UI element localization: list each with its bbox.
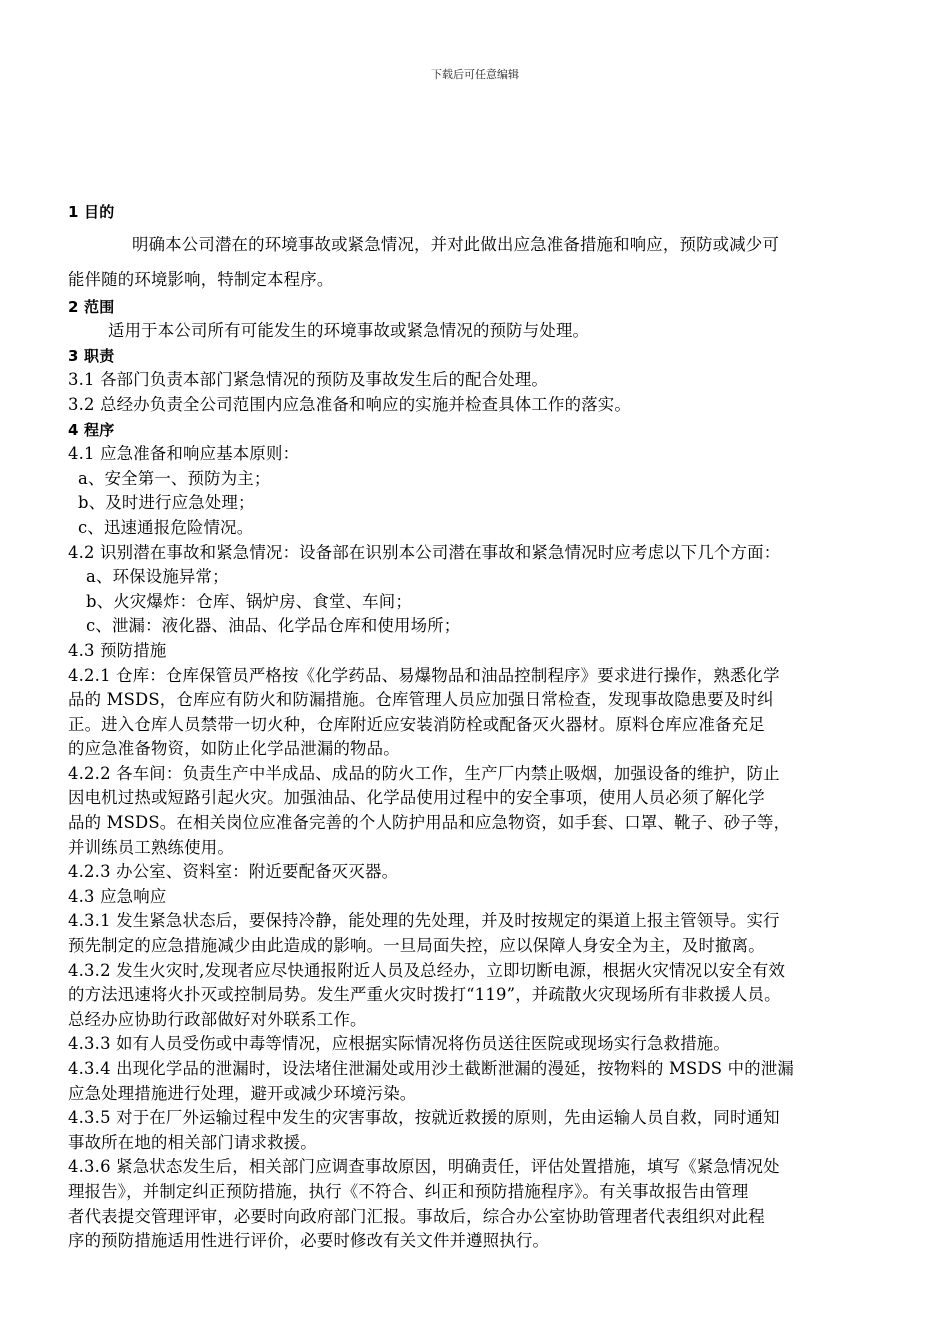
procedure-4-2-2-line: 因电机过热或短路引起火灾。加强油品、化学品使用过程中的安全事项，使用人员必须了解化学 <box>68 788 765 808</box>
procedure-4-3: 4.3 预防措施 <box>68 640 167 660</box>
procedure-4-2-3: 4.2.3 办公室、资料室：附近要配备灭灭器。 <box>68 862 399 882</box>
purpose-paragraph-line-2: 能伴随的环境影响，特制定本程序。 <box>68 269 334 289</box>
procedure-4-3-1-line: 4.3.1 发生紧急状态后，要保持冷静，能处理的先处理，并及时按规定的渠道上报主管领导。实行 <box>68 911 780 931</box>
page-header: 下载后可任意编辑 <box>431 68 519 81</box>
responsibility-3-2: 3.2 总经办负责全公司范围内应急准备和响应的实施并检查具体工作的落实。 <box>68 394 631 414</box>
procedure-4-3-6-line: 4.3.6 紧急状态发生后，相关部门应调查事故原因，明确责任，评估处置措施，填写《紧急情况处 <box>68 1157 780 1177</box>
procedure-4-2-2-line: 4.2.2 各车间：负责生产中半成品、成品的防火工作，生产厂内禁止吸烟，加强设备的维护，防止 <box>68 763 780 783</box>
procedure-4-3-6-line: 者代表提交管理评审，必要时向政府部门汇报。事故后，综合办公室协助管理者代表组织对此程 <box>68 1206 765 1226</box>
procedure-4-3-emergency-response: 4.3 应急响应 <box>68 886 167 906</box>
document-body <box>68 200 890 1254</box>
procedure-4-2-1-line: 4.2.1 仓库：仓库保管员严格按《化学药品、易爆物品和油品控制程序》要求进行操作，熟悉化学 <box>68 665 780 685</box>
procedure-4-3-4-line: 4.3.4 出现化学品的泄漏时，设法堵住泄漏处或用沙土截断泄漏的漫延，按物料的 MSDS 中的泄漏 <box>68 1059 794 1078</box>
risk-a: a、环保设施异常； <box>86 567 229 587</box>
procedure-4-3-4-line: 应急处理措施进行处理，避开或减少环境污染。 <box>68 1083 417 1103</box>
procedure-4-2-1-line: 品的 MSDS，仓库应有防火和防漏措施。仓库管理人员应加强日常检查，发现事故隐患要及时纠 <box>68 690 774 710</box>
risk-c: c、泄漏：液化器、油品、化学品仓库和使用场所； <box>86 616 461 636</box>
purpose-paragraph-line-1: 明确本公司潜在的环境事故或紧急情况，并对此做出应急准备措施和响应，预防或减少可 <box>132 234 780 254</box>
procedure-4-1: 4.1 应急准备和响应基本原则： <box>68 444 300 464</box>
procedure-4-3-6-line: 序的预防措施适用性进行评价，必要时修改有关文件并遵照执行。 <box>68 1231 550 1251</box>
risk-b: b、火灾爆炸：仓库、锅炉房、食堂、车间； <box>86 591 412 611</box>
procedure-4-3-1-line: 预先制定的应急措施减少由此造成的影响。一旦局面失控，应以保障人身安全为主，及时撤离。 <box>68 936 765 956</box>
procedure-4-2-2-line: 并训练员工熟练使用。 <box>68 837 234 857</box>
procedure-4-3-6-line: 理报告》，并制定纠正预防措施，执行《不符合、纠正和预防措施程序》。有关事故报告由管理 <box>68 1181 749 1201</box>
section-2-title: 2 范围 <box>68 297 115 316</box>
principle-b: b、及时进行应急处理； <box>78 493 255 513</box>
principle-a: a、安全第一、预防为主； <box>78 468 271 488</box>
procedure-4-3-2-line: 总经办应协助行政部做好对外联系工作。 <box>68 1009 367 1029</box>
procedure-4-3-5-line: 4.3.5 对于在厂外运输过程中发生的灾害事故，按就近救援的原则，先由运输人员自救，同时通知 <box>68 1108 780 1128</box>
procedure-4-2: 4.2 识别潜在事故和紧急情况：设备部在识别本公司潜在事故和紧急情况时应考虑以下几个方面： <box>68 542 781 562</box>
procedure-4-3-5-line: 事故所在地的相关部门请求救援。 <box>68 1132 317 1152</box>
procedure-4-3-3: 4.3.3 如有人员受伤或中毒等情况，应根据实际情况将伤员送往医院或现场实行急救措施。 <box>68 1034 730 1054</box>
procedure-4-3-2-line: 的方法迅速将火扑灭或控制局势。发生严重火灾时拨打“119”，并疏散火灾现场所有非救援人员。 <box>68 985 781 1005</box>
procedure-4-3-2-line: 4.3.2 发生火灾时,发现者应尽快通报附近人员及总经办，立即切断电源，根据火灾情况以安全有效 <box>68 960 786 980</box>
section-1-title: 1 目的 <box>68 203 115 221</box>
section-3-title: 3 职责 <box>68 346 115 365</box>
procedure-4-2-1-line: 的应急准备物资，如防止化学品泄漏的物品。 <box>68 739 400 759</box>
procedure-4-2-1-line: 正。进入仓库人员禁带一切火种，仓库附近应安装消防栓或配备灭火器材。原料仓库应准备充足 <box>68 714 765 734</box>
section-4-title: 4 程序 <box>68 420 115 439</box>
responsibility-3-1: 3.1 各部门负责本部门紧急情况的预防及事故发生后的配合处理。 <box>68 370 549 390</box>
procedure-4-2-2-line: 品的 MSDS。在相关岗位应准备完善的个人防护用品和应急物资，如手套、口罩、靴子、砂子等， <box>68 813 791 833</box>
principle-c: c、迅速通报危险情况。 <box>78 517 254 537</box>
scope-paragraph: 适用于本公司所有可能发生的环境事故或紧急情况的预防与处理。 <box>108 321 590 341</box>
